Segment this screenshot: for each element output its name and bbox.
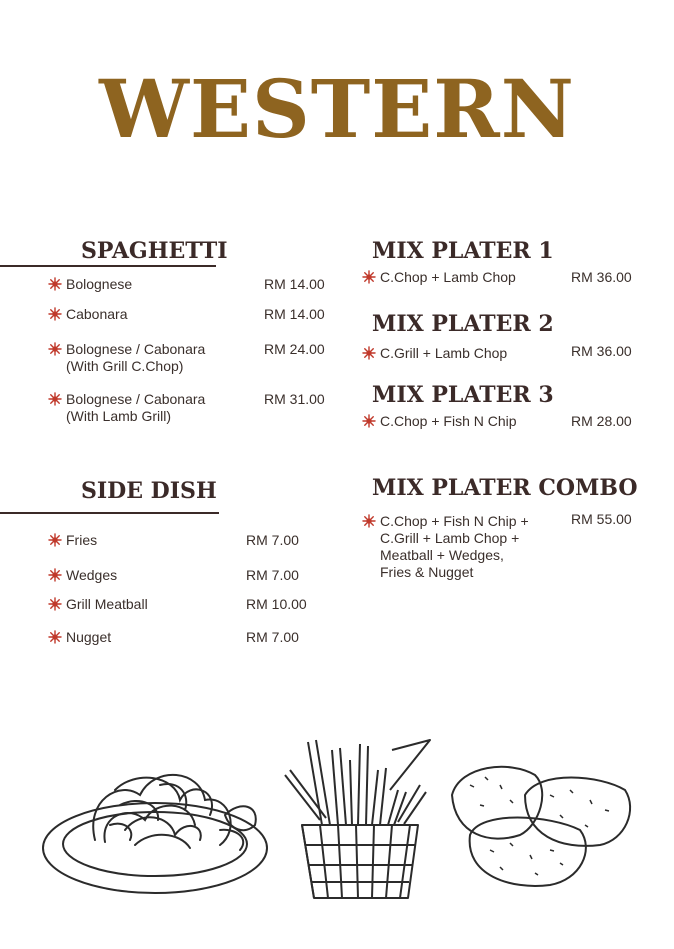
menu-item-price: RM 28.00	[571, 413, 632, 429]
menu-item: C.Grill + Lamb Chop	[362, 345, 507, 362]
starburst-bullet-icon	[48, 307, 62, 321]
starburst-bullet-icon	[362, 414, 376, 428]
menu-title: WESTERN	[99, 62, 575, 156]
menu-item: Grill Meatball	[48, 596, 148, 613]
menu-item: Bolognese	[48, 276, 132, 293]
menu-item: Cabonara	[48, 306, 128, 323]
menu-item: Nugget	[48, 629, 111, 646]
menu-item-price: RM 7.00	[246, 532, 299, 548]
menu-item-price: RM 55.00	[571, 511, 632, 527]
menu-item-price: RM 14.00	[264, 276, 325, 292]
menu-item-price: RM 31.00	[264, 391, 325, 407]
menu-item-price: RM 7.00	[246, 567, 299, 583]
starburst-bullet-icon	[362, 270, 376, 284]
starburst-bullet-icon	[48, 597, 62, 611]
menu-item: Wedges	[48, 567, 117, 584]
menu-item-price: RM 24.00	[264, 341, 325, 357]
menu-item-price: RM 10.00	[246, 596, 307, 612]
menu-item: C.Chop + Fish N Chip + C.Grill + Lamb Chop + Meatball + Wedges, Fries & Nugget	[362, 513, 529, 581]
menu-item-price: RM 7.00	[246, 629, 299, 645]
starburst-bullet-icon	[48, 277, 62, 291]
mix-plater-combo-heading: MIX PLATER COMBO	[372, 475, 638, 501]
starburst-bullet-icon	[48, 392, 62, 406]
fries-basket-illustration	[280, 730, 440, 902]
side-dish-divider	[0, 512, 219, 514]
spaghetti-heading: SPAGHETTI	[81, 238, 228, 264]
menu-item: Bolognese / Cabonara (With Grill C.Chop)	[48, 341, 205, 375]
side-dish-heading: SIDE DISH	[81, 478, 217, 504]
starburst-bullet-icon	[362, 514, 376, 528]
mix-plater-3-heading: MIX PLATER 3	[372, 382, 554, 408]
menu-item: C.Chop + Lamb Chop	[362, 269, 516, 286]
starburst-bullet-icon	[48, 568, 62, 582]
menu-item: Fries	[48, 532, 97, 549]
menu-item-price: RM 36.00	[571, 269, 632, 285]
mix-plater-1-heading: MIX PLATER 1	[372, 238, 554, 264]
menu-item: Bolognese / Cabonara (With Lamb Grill)	[48, 391, 205, 425]
menu-item-price: RM 36.00	[571, 343, 632, 359]
menu-item-price: RM 14.00	[264, 306, 325, 322]
starburst-bullet-icon	[48, 342, 62, 356]
spaghetti-plate-illustration	[40, 760, 280, 900]
menu-item: C.Chop + Fish N Chip	[362, 413, 517, 430]
mix-plater-2-heading: MIX PLATER 2	[372, 311, 554, 337]
starburst-bullet-icon	[362, 346, 376, 360]
nuggets-illustration	[440, 755, 640, 895]
starburst-bullet-icon	[48, 630, 62, 644]
starburst-bullet-icon	[48, 533, 62, 547]
spaghetti-divider	[0, 265, 216, 267]
